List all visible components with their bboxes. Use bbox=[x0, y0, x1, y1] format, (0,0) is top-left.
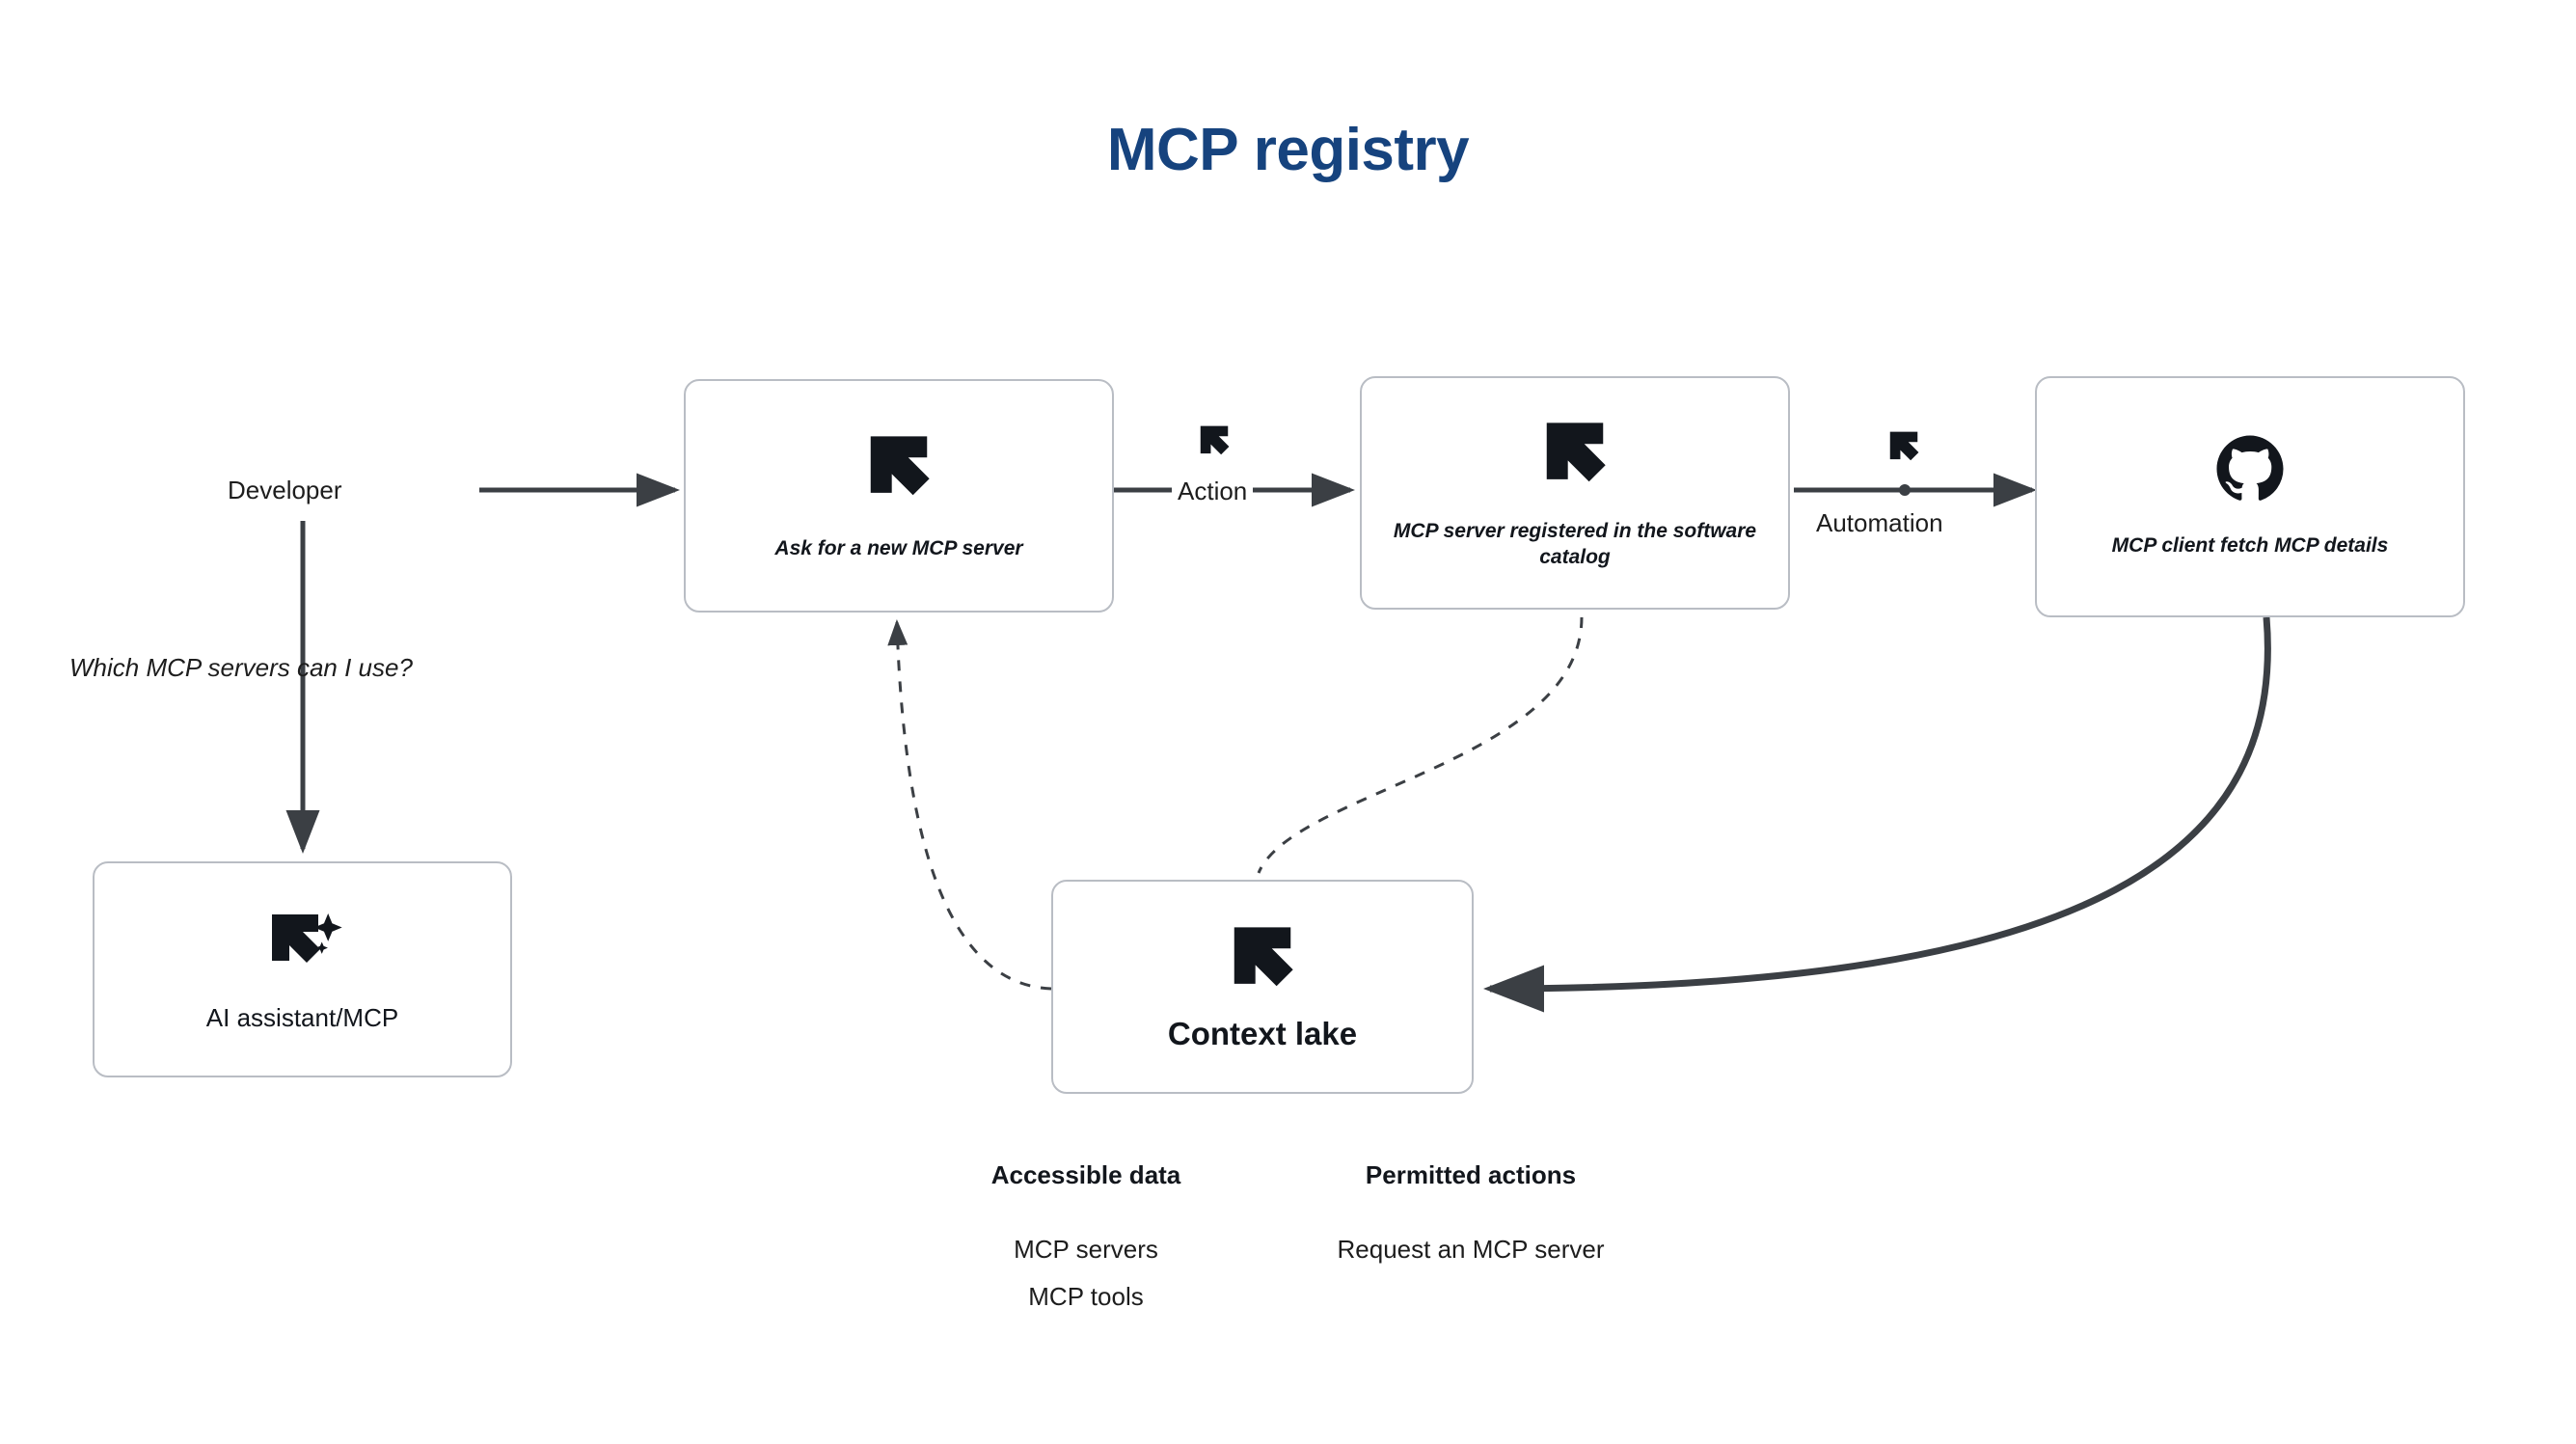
developer-question: Which MCP servers can I use? bbox=[69, 653, 413, 682]
edge-label-automation: Automation bbox=[1810, 508, 1949, 538]
permitted-actions-item: Request an MCP server bbox=[1337, 1235, 1605, 1264]
automation-junction-dot bbox=[1899, 484, 1911, 496]
node-client-fetch-label: MCP client fetch MCP details bbox=[2111, 534, 2389, 558]
node-ask-new-server-label: Ask for a new MCP server bbox=[774, 537, 1023, 560]
edge-label-action: Action bbox=[1172, 477, 1253, 506]
github-icon bbox=[2215, 434, 2285, 508]
developer-label: Developer bbox=[228, 476, 342, 504]
dashed-registered-to-contextlake bbox=[1259, 617, 1582, 873]
mcp-sparkle-icon bbox=[258, 905, 347, 989]
automation-mcp-icon bbox=[1885, 428, 1922, 470]
action-mcp-icon bbox=[1196, 422, 1233, 464]
node-client-fetch[interactable] bbox=[2035, 376, 2465, 617]
accessible-data-header: Accessible data bbox=[990, 1160, 1181, 1189]
permitted-actions-header: Permitted actions bbox=[1365, 1160, 1577, 1189]
dashed-contextlake-to-ask bbox=[897, 622, 1051, 989]
accessible-data-item: MCP tools bbox=[1028, 1282, 1144, 1311]
node-ask-new-server[interactable] bbox=[684, 379, 1114, 613]
node-context-lake-label: Context lake bbox=[1167, 1015, 1358, 1051]
accessible-data-item: MCP servers bbox=[1014, 1235, 1158, 1264]
mcp-icon bbox=[1537, 416, 1613, 496]
mcp-icon bbox=[1225, 920, 1300, 1000]
node-registered-catalog-label: MCP server registered in the software catalog bbox=[1393, 520, 1757, 568]
page-title: MCP registry bbox=[1106, 117, 1470, 183]
node-registered-catalog[interactable] bbox=[1360, 376, 1790, 610]
mcp-icon bbox=[861, 429, 936, 509]
arrow-client-to-contextlake bbox=[1490, 617, 2267, 989]
node-ai-assistant-label: AI assistant/MCP bbox=[205, 1003, 399, 1033]
node-context-lake[interactable] bbox=[1051, 880, 1474, 1094]
node-ai-assistant[interactable] bbox=[93, 861, 512, 1077]
